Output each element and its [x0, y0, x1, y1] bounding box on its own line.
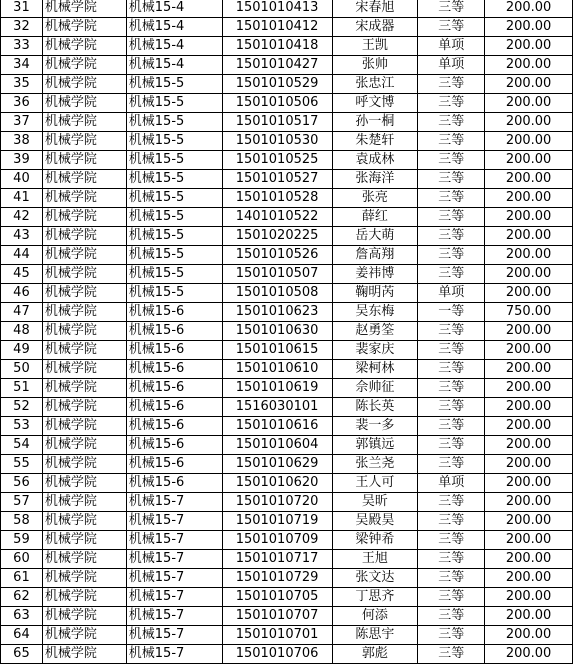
student-name-cell[interactable]: 詹高翔	[332, 246, 418, 265]
amount-cell[interactable]: 200.00	[485, 246, 573, 265]
college-cell[interactable]: 机械学院	[42, 56, 126, 75]
amount-cell[interactable]: 200.00	[485, 626, 573, 645]
college-cell[interactable]: 机械学院	[42, 170, 126, 189]
student-name-cell[interactable]: 陈长英	[332, 398, 418, 417]
class-cell[interactable]: 机械15-7	[126, 588, 222, 607]
amount-cell[interactable]: 200.00	[485, 512, 573, 531]
award-level-cell[interactable]: 一等	[418, 303, 485, 322]
college-cell[interactable]: 机械学院	[42, 645, 126, 664]
award-level-cell[interactable]: 单项	[418, 56, 485, 75]
student-id-cell[interactable]: 1501010619	[222, 379, 332, 398]
student-name-cell[interactable]: 郭镇远	[332, 436, 418, 455]
award-level-cell[interactable]: 三等	[418, 645, 485, 664]
college-cell[interactable]: 机械学院	[42, 360, 126, 379]
student-id-cell[interactable]: 1501010720	[222, 493, 332, 512]
student-id-cell[interactable]: 1501010604	[222, 436, 332, 455]
student-name-cell[interactable]: 佘帅征	[332, 379, 418, 398]
college-cell[interactable]: 机械学院	[42, 265, 126, 284]
student-name-cell[interactable]: 吴东梅	[332, 303, 418, 322]
award-level-cell[interactable]: 三等	[418, 170, 485, 189]
class-cell[interactable]: 机械15-7	[126, 531, 222, 550]
class-cell[interactable]: 机械15-5	[126, 132, 222, 151]
class-cell[interactable]: 机械15-5	[126, 151, 222, 170]
table-row	[1, 379, 573, 398]
row-number-cell[interactable]: 44	[1, 246, 43, 265]
college-cell[interactable]: 机械学院	[42, 208, 126, 227]
class-cell[interactable]: 机械15-6	[126, 341, 222, 360]
class-cell[interactable]: 机械15-6	[126, 398, 222, 417]
table-row	[1, 455, 573, 474]
student-id-cell[interactable]: 1501010508	[222, 284, 332, 303]
college-cell[interactable]: 机械学院	[42, 113, 126, 132]
college-cell[interactable]: 机械学院	[42, 284, 126, 303]
table-row	[1, 398, 573, 417]
amount-cell[interactable]: 200.00	[485, 227, 573, 246]
college-cell[interactable]: 机械学院	[42, 75, 126, 94]
row-number-cell[interactable]: 33	[1, 37, 43, 56]
class-cell[interactable]: 机械15-6	[126, 474, 222, 493]
student-id-cell[interactable]: 1501010616	[222, 417, 332, 436]
row-number-cell[interactable]: 57	[1, 493, 43, 512]
row-number-cell[interactable]: 35	[1, 75, 43, 94]
amount-cell[interactable]: 200.00	[485, 645, 573, 664]
row-number-cell[interactable]: 56	[1, 474, 43, 493]
amount-cell[interactable]: 200.00	[485, 379, 573, 398]
college-cell[interactable]: 机械学院	[42, 227, 126, 246]
college-cell[interactable]: 机械学院	[42, 37, 126, 56]
college-cell[interactable]: 机械学院	[42, 493, 126, 512]
table-row	[1, 626, 573, 645]
table-row	[1, 284, 573, 303]
row-number-cell[interactable]: 38	[1, 132, 43, 151]
amount-cell[interactable]: 200.00	[485, 132, 573, 151]
student-id-cell[interactable]: 1501010706	[222, 645, 332, 664]
student-name-cell[interactable]: 郭彪	[332, 645, 418, 664]
student-name-cell[interactable]: 裴家庆	[332, 341, 418, 360]
student-name-cell[interactable]: 姜祎博	[332, 265, 418, 284]
amount-cell[interactable]: 200.00	[485, 265, 573, 284]
table-row	[1, 493, 573, 512]
row-number-cell[interactable]: 52	[1, 398, 43, 417]
student-name-cell[interactable]: 王旭	[332, 550, 418, 569]
row-number-cell[interactable]: 60	[1, 550, 43, 569]
award-level-cell[interactable]: 三等	[418, 588, 485, 607]
student-name-cell[interactable]: 岳大萌	[332, 227, 418, 246]
table-row	[1, 56, 573, 75]
award-level-cell[interactable]: 三等	[418, 531, 485, 550]
table-row	[1, 550, 573, 569]
award-level-cell[interactable]: 三等	[418, 18, 485, 37]
student-name-cell[interactable]: 张文达	[332, 569, 418, 588]
class-cell[interactable]: 机械15-5	[126, 94, 222, 113]
class-cell[interactable]: 机械15-7	[126, 550, 222, 569]
table-row	[1, 436, 573, 455]
class-cell[interactable]: 机械15-7	[126, 493, 222, 512]
student-name-cell[interactable]: 朱楚轩	[332, 132, 418, 151]
table-row	[1, 569, 573, 588]
table-row	[1, 341, 573, 360]
amount-cell[interactable]: 200.00	[485, 0, 573, 18]
row-number-cell[interactable]: 39	[1, 151, 43, 170]
row-number-cell[interactable]: 42	[1, 208, 43, 227]
award-level-cell[interactable]: 三等	[418, 151, 485, 170]
student-id-cell[interactable]: 1501010623	[222, 303, 332, 322]
amount-cell[interactable]: 200.00	[485, 151, 573, 170]
college-cell[interactable]: 机械学院	[42, 341, 126, 360]
table-row	[1, 474, 573, 493]
class-cell[interactable]: 机械15-6	[126, 322, 222, 341]
student-id-cell[interactable]: 1501010630	[222, 322, 332, 341]
amount-cell[interactable]: 200.00	[485, 550, 573, 569]
college-cell[interactable]: 机械学院	[42, 246, 126, 265]
college-cell[interactable]: 机械学院	[42, 417, 126, 436]
student-name-cell[interactable]: 宋春旭	[332, 0, 418, 18]
student-id-cell[interactable]: 1501010717	[222, 550, 332, 569]
amount-cell[interactable]: 200.00	[485, 588, 573, 607]
student-name-cell[interactable]: 薛红	[332, 208, 418, 227]
student-id-cell[interactable]: 1501010719	[222, 512, 332, 531]
class-cell[interactable]: 机械15-4	[126, 56, 222, 75]
amount-cell[interactable]: 200.00	[485, 208, 573, 227]
award-level-cell[interactable]: 三等	[418, 455, 485, 474]
amount-cell[interactable]: 200.00	[485, 360, 573, 379]
amount-cell[interactable]: 200.00	[485, 56, 573, 75]
table-row	[1, 94, 573, 113]
college-cell[interactable]: 机械学院	[42, 550, 126, 569]
student-name-cell[interactable]: 丁思齐	[332, 588, 418, 607]
class-cell[interactable]: 机械15-5	[126, 284, 222, 303]
class-cell[interactable]: 机械15-6	[126, 303, 222, 322]
student-name-cell[interactable]: 吴殿昊	[332, 512, 418, 531]
class-cell[interactable]: 机械15-7	[126, 569, 222, 588]
amount-cell[interactable]: 200.00	[485, 37, 573, 56]
row-number-cell[interactable]: 40	[1, 170, 43, 189]
award-level-cell[interactable]: 三等	[418, 322, 485, 341]
college-cell[interactable]: 机械学院	[42, 94, 126, 113]
student-id-cell[interactable]: 1501010506	[222, 94, 332, 113]
student-id-cell[interactable]: 1516030101	[222, 398, 332, 417]
amount-cell[interactable]: 200.00	[485, 284, 573, 303]
student-id-cell[interactable]: 1501010707	[222, 607, 332, 626]
college-cell[interactable]: 机械学院	[42, 132, 126, 151]
student-id-cell[interactable]: 1501020225	[222, 227, 332, 246]
student-id-cell[interactable]: 1501010418	[222, 37, 332, 56]
amount-cell[interactable]: 200.00	[485, 493, 573, 512]
student-id-cell[interactable]: 1501010705	[222, 588, 332, 607]
college-cell[interactable]: 机械学院	[42, 379, 126, 398]
student-name-cell[interactable]: 呼文博	[332, 94, 418, 113]
award-level-cell[interactable]: 三等	[418, 227, 485, 246]
student-id-cell[interactable]: 1501010709	[222, 531, 332, 550]
award-level-cell[interactable]: 三等	[418, 417, 485, 436]
award-level-cell[interactable]: 三等	[418, 246, 485, 265]
student-id-cell[interactable]: 1501010701	[222, 626, 332, 645]
student-name-cell[interactable]: 陈思宇	[332, 626, 418, 645]
amount-cell[interactable]: 200.00	[485, 607, 573, 626]
award-level-cell[interactable]: 三等	[418, 341, 485, 360]
row-number-cell[interactable]: 34	[1, 56, 43, 75]
table-row	[1, 0, 573, 18]
student-name-cell[interactable]: 何添	[332, 607, 418, 626]
amount-cell[interactable]: 200.00	[485, 75, 573, 94]
row-number-cell[interactable]: 47	[1, 303, 43, 322]
college-cell[interactable]: 机械学院	[42, 607, 126, 626]
row-number-cell[interactable]: 48	[1, 322, 43, 341]
table-row	[1, 113, 573, 132]
student-name-cell[interactable]: 梁钟希	[332, 531, 418, 550]
college-cell[interactable]: 机械学院	[42, 588, 126, 607]
table-row	[1, 208, 573, 227]
college-cell[interactable]: 机械学院	[42, 151, 126, 170]
class-cell[interactable]: 机械15-7	[126, 626, 222, 645]
class-cell[interactable]: 机械15-7	[126, 607, 222, 626]
student-id-cell[interactable]: 1501010729	[222, 569, 332, 588]
table-row	[1, 531, 573, 550]
student-name-cell[interactable]: 梁柯林	[332, 360, 418, 379]
row-number-cell[interactable]: 32	[1, 18, 43, 37]
college-cell[interactable]: 机械学院	[42, 189, 126, 208]
award-level-cell[interactable]: 三等	[418, 398, 485, 417]
student-name-cell[interactable]: 宋成器	[332, 18, 418, 37]
student-name-cell[interactable]: 鞠明芮	[332, 284, 418, 303]
amount-cell[interactable]: 200.00	[485, 113, 573, 132]
student-name-cell[interactable]: 张兰尧	[332, 455, 418, 474]
class-cell[interactable]: 机械15-7	[126, 645, 222, 664]
table-row	[1, 151, 573, 170]
college-cell[interactable]: 机械学院	[42, 455, 126, 474]
amount-cell[interactable]: 200.00	[485, 170, 573, 189]
college-cell[interactable]: 机械学院	[42, 322, 126, 341]
amount-cell[interactable]: 200.00	[485, 474, 573, 493]
table-row	[1, 322, 573, 341]
class-cell[interactable]: 机械15-5	[126, 113, 222, 132]
row-number-cell[interactable]: 55	[1, 455, 43, 474]
college-cell[interactable]: 机械学院	[42, 531, 126, 550]
class-cell[interactable]: 机械15-5	[126, 246, 222, 265]
row-number-cell[interactable]: 43	[1, 227, 43, 246]
table-row	[1, 227, 573, 246]
award-level-cell[interactable]: 三等	[418, 493, 485, 512]
table-body	[1, 0, 573, 664]
row-number-cell[interactable]: 46	[1, 284, 43, 303]
class-cell[interactable]: 机械15-6	[126, 379, 222, 398]
class-cell[interactable]: 机械15-5	[126, 265, 222, 284]
student-id-cell[interactable]: 1501010427	[222, 56, 332, 75]
table-row	[1, 37, 573, 56]
row-number-cell[interactable]: 45	[1, 265, 43, 284]
table-row	[1, 588, 573, 607]
table-row	[1, 360, 573, 379]
student-name-cell[interactable]: 张海洋	[332, 170, 418, 189]
row-number-cell[interactable]: 37	[1, 113, 43, 132]
college-cell[interactable]: 机械学院	[42, 0, 126, 18]
award-level-cell[interactable]: 单项	[418, 37, 485, 56]
class-cell[interactable]: 机械15-6	[126, 360, 222, 379]
student-id-cell[interactable]: 1501010529	[222, 75, 332, 94]
award-level-cell[interactable]: 三等	[418, 0, 485, 18]
award-level-cell[interactable]: 三等	[418, 265, 485, 284]
row-number-cell[interactable]: 54	[1, 436, 43, 455]
row-number-cell[interactable]: 41	[1, 189, 43, 208]
table-row	[1, 303, 573, 322]
student-id-cell[interactable]: 1501010610	[222, 360, 332, 379]
table-row	[1, 132, 573, 151]
award-level-cell[interactable]: 三等	[418, 379, 485, 398]
row-number-cell[interactable]: 64	[1, 626, 43, 645]
award-level-cell[interactable]: 单项	[418, 284, 485, 303]
table-row	[1, 18, 573, 37]
college-cell[interactable]: 机械学院	[42, 512, 126, 531]
amount-cell[interactable]: 750.00	[485, 303, 573, 322]
amount-cell[interactable]: 200.00	[485, 341, 573, 360]
student-name-cell[interactable]: 张忠江	[332, 75, 418, 94]
table-row	[1, 512, 573, 531]
table-row	[1, 265, 573, 284]
row-number-cell[interactable]: 53	[1, 417, 43, 436]
student-id-cell[interactable]: 1501010507	[222, 265, 332, 284]
student-id-cell[interactable]: 1501010525	[222, 151, 332, 170]
student-name-cell[interactable]: 袁成林	[332, 151, 418, 170]
college-cell[interactable]: 机械学院	[42, 18, 126, 37]
row-number-cell[interactable]: 36	[1, 94, 43, 113]
student-name-cell[interactable]: 裴一多	[332, 417, 418, 436]
student-name-cell[interactable]: 王凯	[332, 37, 418, 56]
amount-cell[interactable]: 200.00	[485, 189, 573, 208]
class-cell[interactable]: 机械15-5	[126, 189, 222, 208]
award-level-cell[interactable]: 三等	[418, 208, 485, 227]
class-cell[interactable]: 机械15-6	[126, 417, 222, 436]
student-id-cell[interactable]: 1401010522	[222, 208, 332, 227]
amount-cell[interactable]: 200.00	[485, 531, 573, 550]
row-number-cell[interactable]: 59	[1, 531, 43, 550]
amount-cell[interactable]: 200.00	[485, 18, 573, 37]
student-name-cell[interactable]: 赵勇筌	[332, 322, 418, 341]
class-cell[interactable]: 机械15-5	[126, 75, 222, 94]
college-cell[interactable]: 机械学院	[42, 303, 126, 322]
student-id-cell[interactable]: 1501010412	[222, 18, 332, 37]
row-number-cell[interactable]: 65	[1, 645, 43, 664]
college-cell[interactable]: 机械学院	[42, 474, 126, 493]
table-row	[1, 645, 573, 664]
row-number-cell[interactable]: 50	[1, 360, 43, 379]
award-level-cell[interactable]: 三等	[418, 189, 485, 208]
college-cell[interactable]: 机械学院	[42, 398, 126, 417]
student-id-cell[interactable]: 1501010527	[222, 170, 332, 189]
amount-cell[interactable]: 200.00	[485, 398, 573, 417]
award-level-cell[interactable]: 三等	[418, 132, 485, 151]
row-number-cell[interactable]: 49	[1, 341, 43, 360]
student-id-cell[interactable]: 1501010629	[222, 455, 332, 474]
class-cell[interactable]: 机械15-4	[126, 37, 222, 56]
table-row	[1, 246, 573, 265]
student-id-cell[interactable]: 1501010530	[222, 132, 332, 151]
row-number-cell[interactable]: 61	[1, 569, 43, 588]
row-number-cell[interactable]: 58	[1, 512, 43, 531]
amount-cell[interactable]: 200.00	[485, 436, 573, 455]
table-row	[1, 607, 573, 626]
student-id-cell[interactable]: 1501010615	[222, 341, 332, 360]
college-cell[interactable]: 机械学院	[42, 436, 126, 455]
table-row	[1, 170, 573, 189]
award-level-cell[interactable]: 三等	[418, 436, 485, 455]
class-cell[interactable]: 机械15-5	[126, 208, 222, 227]
amount-cell[interactable]: 200.00	[485, 569, 573, 588]
table-row	[1, 189, 573, 208]
award-level-cell[interactable]: 三等	[418, 569, 485, 588]
student-id-cell[interactable]: 1501010517	[222, 113, 332, 132]
table-row	[1, 75, 573, 94]
award-level-cell[interactable]: 三等	[418, 550, 485, 569]
row-number-cell[interactable]: 62	[1, 588, 43, 607]
amount-cell[interactable]: 200.00	[485, 322, 573, 341]
class-cell[interactable]: 机械15-5	[126, 227, 222, 246]
class-cell[interactable]: 机械15-4	[126, 0, 222, 18]
student-name-cell[interactable]: 张亮	[332, 189, 418, 208]
student-id-cell[interactable]: 1501010528	[222, 189, 332, 208]
class-cell[interactable]: 机械15-6	[126, 436, 222, 455]
class-cell[interactable]: 机械15-5	[126, 170, 222, 189]
award-level-cell[interactable]: 三等	[418, 360, 485, 379]
amount-cell[interactable]: 200.00	[485, 94, 573, 113]
award-level-cell[interactable]: 三等	[418, 113, 485, 132]
student-name-cell[interactable]: 孙一桐	[332, 113, 418, 132]
table-row	[1, 417, 573, 436]
award-level-cell[interactable]: 单项	[418, 474, 485, 493]
award-level-cell[interactable]: 三等	[418, 626, 485, 645]
row-number-cell[interactable]: 51	[1, 379, 43, 398]
class-cell[interactable]: 机械15-4	[126, 18, 222, 37]
college-cell[interactable]: 机械学院	[42, 626, 126, 645]
row-number-cell[interactable]: 63	[1, 607, 43, 626]
row-number-cell[interactable]: 31	[1, 0, 43, 18]
award-level-cell[interactable]: 三等	[418, 94, 485, 113]
amount-cell[interactable]: 200.00	[485, 455, 573, 474]
class-cell[interactable]: 机械15-7	[126, 512, 222, 531]
student-id-cell[interactable]: 1501010620	[222, 474, 332, 493]
award-level-cell[interactable]: 三等	[418, 607, 485, 626]
student-name-cell[interactable]: 王人可	[332, 474, 418, 493]
student-id-cell[interactable]: 1501010413	[222, 0, 332, 18]
amount-cell[interactable]: 200.00	[485, 417, 573, 436]
award-level-cell[interactable]: 三等	[418, 512, 485, 531]
student-name-cell[interactable]: 吴昕	[332, 493, 418, 512]
award-level-cell[interactable]: 三等	[418, 75, 485, 94]
student-name-cell[interactable]: 张帅	[332, 56, 418, 75]
student-id-cell[interactable]: 1501010526	[222, 246, 332, 265]
college-cell[interactable]: 机械学院	[42, 569, 126, 588]
class-cell[interactable]: 机械15-6	[126, 455, 222, 474]
